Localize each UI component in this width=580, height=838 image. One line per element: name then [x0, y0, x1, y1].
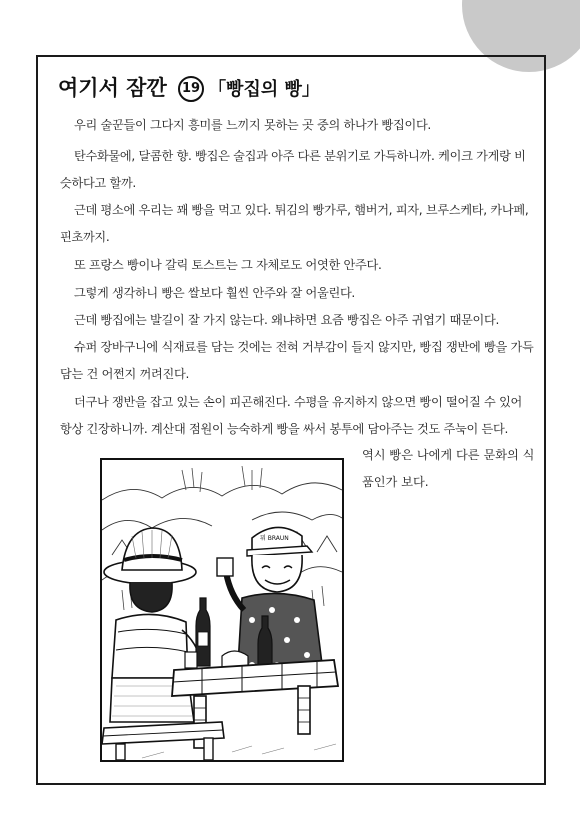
side-text-line-1: 역시 빵은 나에게 다른 문화의 식 [362, 448, 535, 462]
paragraph-7: 슈퍼 장바구니에 식재료를 담는 것에는 전혀 거부감이 들지 않지만, 빵집 쟁반에 빵을 가득 담는 건 어쩐지 꺼려진다. [60, 340, 534, 381]
title-prefix: 여기서 잠깐 [58, 76, 167, 100]
side-text-line-2: 품인가 보다. [362, 475, 429, 489]
paragraph-3: 근데 평소에 우리는 꽤 빵을 먹고 있다. 튀김의 빵가루, 햄버거, 피자, 브루스케타, 카나페, 핀초까지. [60, 203, 529, 244]
paragraph-8: 더구나 쟁반을 잡고 있는 손이 피곤해진다. 수평을 유지하지 않으면 빵이 떨어질 수 있어 항상 긴장하니까. 계산대 점원이 능숙하게 빵을 싸서 봉투에 담아주는 것도 주눅이 든다. [60, 395, 523, 436]
paragraph-6: 근데 빵집에는 발길이 잘 가지 않는다. 왜냐하면 요즘 빵집은 아주 귀엽기 때문이다. [74, 313, 500, 327]
comic-drawing [102, 460, 342, 760]
paragraph-5: 그렇게 생각하니 빵은 쌀보다 훨씬 안주와 잘 어울린다. [74, 286, 356, 300]
section-title [58, 72, 320, 102]
paragraph-2: 탄수화물에, 달콤한 향. 빵집은 술집과 아주 다른 분위기로 가득하니까. 케이크 가게랑 비슷하다고 할까. [60, 149, 526, 190]
paragraph-4: 또 프랑스 빵이나 갈릭 토스트는 그 자체로도 어엿한 안주다. [74, 258, 382, 272]
paragraph-1: 우리 술꾼들이 그다지 흥미를 느끼지 못하는 곳 중의 하나가 빵집이다. [74, 118, 431, 132]
cap-text: 뭐 BRAUN [260, 535, 289, 542]
circled-number: 19 [178, 76, 204, 102]
comic-illustration [100, 458, 344, 762]
title-topic: 「빵집의 빵」 [208, 79, 320, 100]
